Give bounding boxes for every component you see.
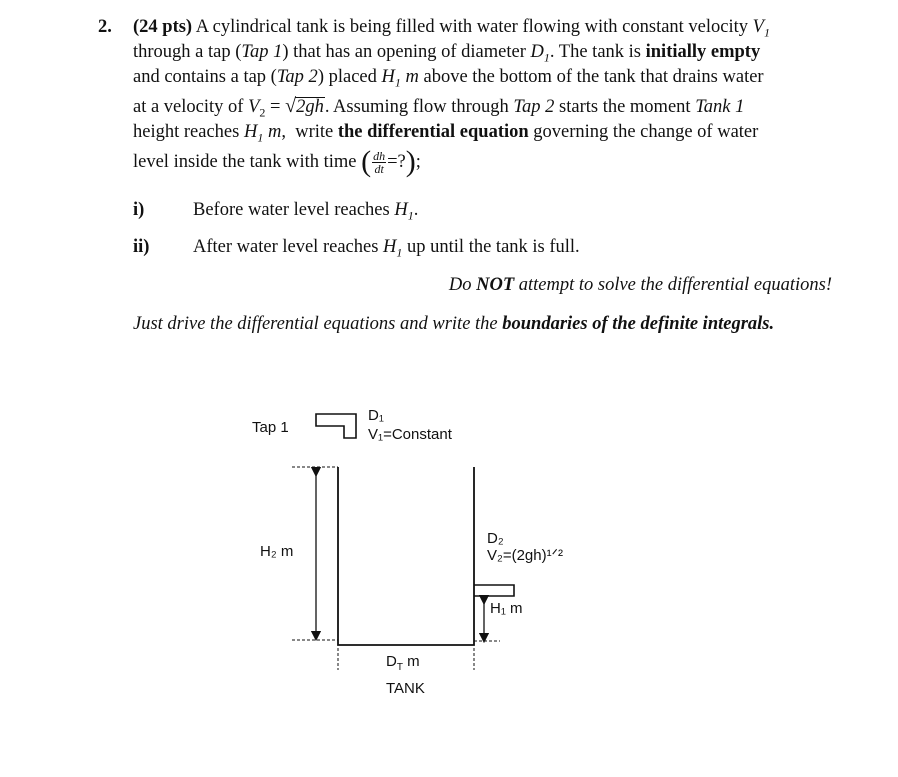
v2-label: V₂=(2gh)¹ᐟ² [487, 547, 563, 564]
d1-label: D₁ [368, 407, 384, 424]
item-label: i) [133, 200, 145, 220]
tap1-pipe [316, 414, 356, 438]
item-ii-text: After water level reaches $H_1$ up until the tank is full. [193, 237, 580, 260]
initially-empty: initially empty [645, 42, 761, 62]
tank-label: TANK [386, 680, 425, 697]
dh-dt-fraction: $\frac{dh}{dt}$ [373, 149, 386, 176]
tap1-label: Tap 1 [252, 419, 289, 436]
problem-line-2: through a tap (Tap 1) that has an opening of diameter $D_1$. The tank is initially empty [133, 42, 761, 65]
problem-line-4: at a velocity of $V_2 = √2gh$. Assuming flow through Tap 2 starts the moment Tank 1 [133, 95, 745, 120]
differential-equation-bold: the differential equation [337, 122, 529, 142]
problem-line-6: level inside the tank with time ( $\frac{dh}{dt}$ =?); [133, 144, 421, 178]
tank-outline [338, 467, 474, 645]
h2-label: H₂ m [260, 543, 294, 560]
problem-line-3: and contains a tap (Tap 2) placed $H_1$ m above the bottom of the tank that drains water [133, 67, 764, 90]
sqrt-2gh: 2gh [296, 97, 324, 117]
dt-label: $D_T$ m [386, 653, 420, 673]
instructions-note: Just drive the differential equations and write the boundaries of the definite integrals. [133, 314, 775, 334]
h1-label: H₁ m [490, 600, 523, 617]
item-label: ii) [133, 237, 150, 257]
tap2-pipe [474, 585, 514, 596]
v1-label: V₁=Constant [368, 426, 452, 443]
problem-number: 2. [98, 17, 112, 37]
problem-points: (24 pts) [133, 17, 193, 37]
problem-line-1-body: (24 pts) A cylindrical tank is being filled with water flowing with constant velocity $V_1$ [133, 17, 770, 40]
problem-line-5: height reaches $H_1$ m, write the differential equation governing the change of water [133, 122, 759, 145]
d2-label: D₂ [487, 530, 504, 547]
do-not-note: Do NOT attempt to solve the differential equations! [448, 275, 832, 295]
item-i-text: Before water level reaches $H_1$. [193, 200, 419, 223]
